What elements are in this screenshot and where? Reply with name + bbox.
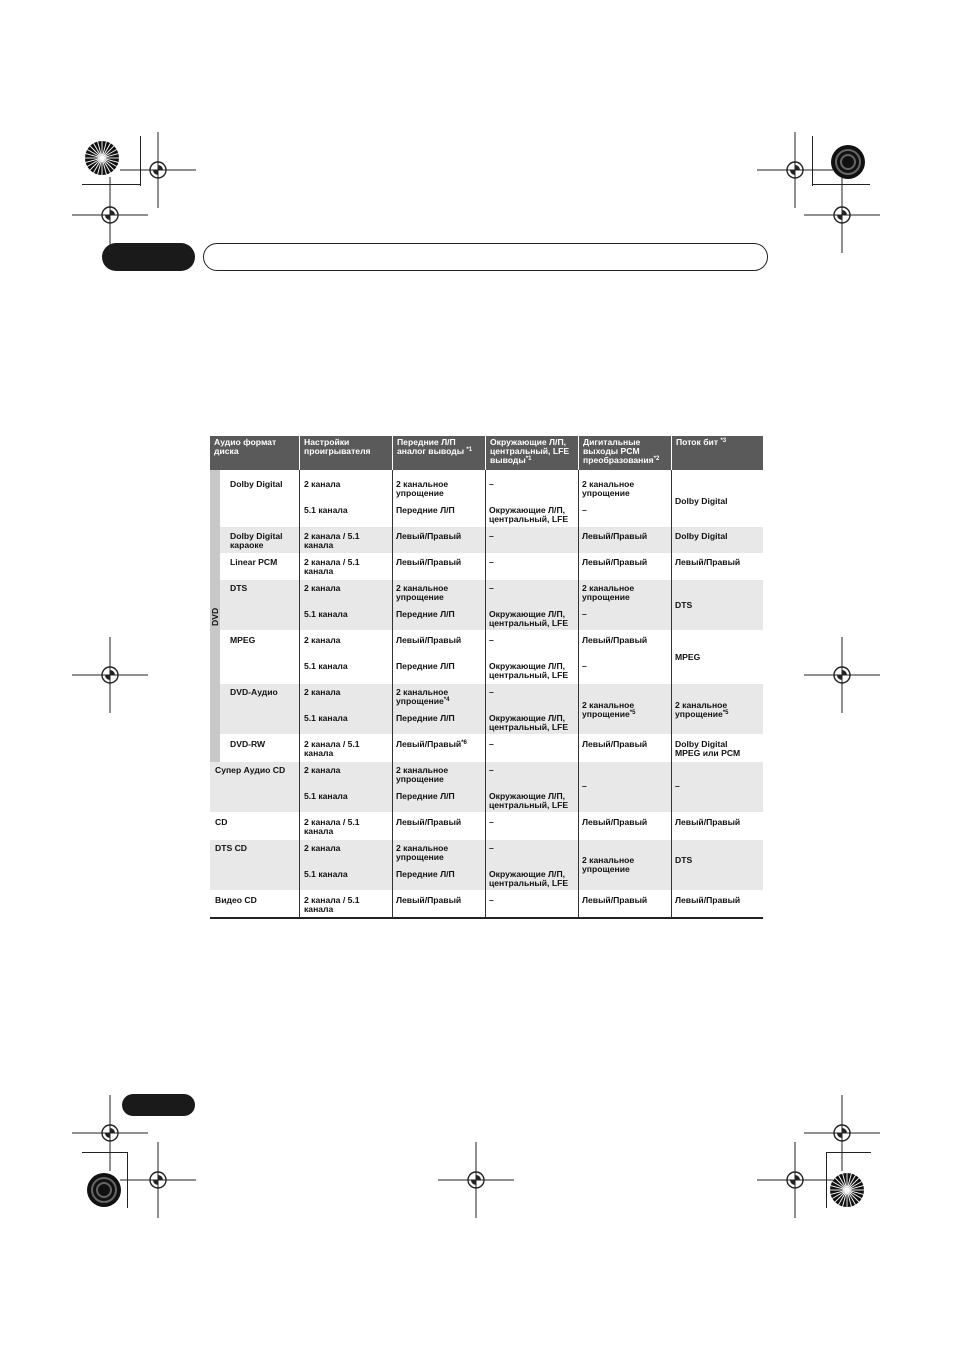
cell: 2 канальное упрощение$^{*5}$ xyxy=(675,700,729,719)
table-row-super-audio-cd: Супер Аудио CD xyxy=(215,765,286,775)
cell: 5.1 канала xyxy=(304,713,348,723)
cell: – xyxy=(489,635,494,645)
table-row-dolby-digital: Dolby Digital xyxy=(230,479,283,489)
table-row-video-cd: Видео CD xyxy=(215,895,257,905)
crosshair-target-icon xyxy=(755,1140,835,1220)
table-row-dvd-audio: DVD-Аудио xyxy=(230,687,278,697)
cell: Передние Л/П xyxy=(396,791,455,801)
cell: Левый/Правый xyxy=(582,635,648,645)
cell: – xyxy=(489,687,494,697)
cell: Dolby Digital MPEG или PCM xyxy=(675,739,741,758)
cell: Dolby Digital xyxy=(675,531,728,541)
cell: DTS xyxy=(675,855,693,865)
audio-format-table xyxy=(210,436,763,919)
table-row-dvd-rw: DVD-RW xyxy=(230,739,266,749)
header-player-settings: Настройки проигрывателя xyxy=(304,437,371,456)
cell: 2 канальное упрощение xyxy=(396,583,449,602)
cell: 2 канальное упрощение xyxy=(396,843,449,862)
cell: Левый/Правый xyxy=(396,557,462,567)
cell: 2 канальное упрощение xyxy=(582,583,635,602)
cell: 2 канала / 5.1 канала xyxy=(304,817,360,836)
cell: 2 канальное упрощение$^{*4}$ xyxy=(396,687,450,706)
cell: Левый/Правый xyxy=(396,895,462,905)
cell: – xyxy=(489,583,494,593)
cell: – xyxy=(582,661,587,671)
cell: Левый/Правый xyxy=(582,817,648,827)
cell: 2 канальное упрощение xyxy=(582,855,635,874)
cell: Передние Л/П xyxy=(396,505,455,515)
cell: Левый/Правый xyxy=(396,635,462,645)
starburst-top-left-icon xyxy=(84,140,120,176)
cell: – xyxy=(489,765,494,775)
crosshair-target-icon xyxy=(70,175,150,255)
crosshair-target-icon xyxy=(436,1140,516,1220)
cell: – xyxy=(489,739,494,749)
cell: – xyxy=(582,505,587,515)
cell: 2 канала / 5.1 канала xyxy=(304,739,360,758)
cell: – xyxy=(489,557,494,567)
dvd-group-label: DVD xyxy=(210,607,220,626)
cell: MPEG xyxy=(675,652,701,662)
cell: – xyxy=(675,781,680,791)
cell: 2 канальное упрощение xyxy=(396,765,449,784)
cell: 5.1 канала xyxy=(304,869,348,879)
crosshair-target-icon xyxy=(802,635,882,715)
cell: Левый/Правый xyxy=(396,817,462,827)
cell: 5.1 канала xyxy=(304,609,348,619)
cell: – xyxy=(582,609,587,619)
cell: Окружающие Л/П, центральный, LFE xyxy=(489,661,569,680)
crosshair-target-icon xyxy=(70,635,150,715)
table-row-mpeg: MPEG xyxy=(230,635,256,645)
table-row-linear-pcm: Linear PCM xyxy=(230,557,278,567)
table-row-dolby-digital-karaoke: Dolby Digital караоке xyxy=(230,531,283,550)
cell: 2 канала xyxy=(304,635,341,645)
cell: 2 канальное упрощение xyxy=(396,479,449,498)
cell: Левый/Правый xyxy=(675,557,741,567)
header-surround-outputs: Окружающие Л/П, центральный, LFE выводы$^{*1}$ xyxy=(490,437,570,465)
cell: 2 канала xyxy=(304,765,341,775)
cell: Передние Л/П xyxy=(396,661,455,671)
cell: Окружающие Л/П, центральный, LFE xyxy=(489,713,569,732)
cell: Левый/Правый xyxy=(582,557,648,567)
cell: Dolby Digital xyxy=(675,496,728,506)
cell: 2 канала xyxy=(304,583,341,593)
cell: Окружающие Л/П, центральный, LFE xyxy=(489,869,569,888)
cell: – xyxy=(489,895,494,905)
cell: 2 канальное упрощение xyxy=(582,479,635,498)
cell: Окружающие Л/П, центральный, LFE xyxy=(489,505,569,524)
cell: – xyxy=(582,781,587,791)
cell: 2 канала xyxy=(304,479,341,489)
cell: 2 канала xyxy=(304,687,341,697)
table-row-dts: DTS xyxy=(230,583,248,593)
table-row-dts-cd: DTS CD xyxy=(215,843,247,853)
cell: DTS xyxy=(675,600,693,610)
cell: 5.1 канала xyxy=(304,505,348,515)
cell: Левый/Правый xyxy=(675,817,741,827)
cell: Левый/Правый xyxy=(582,895,648,905)
cell: 5.1 канала xyxy=(304,661,348,671)
cell: – xyxy=(489,479,494,489)
cell: Окружающие Л/П, центральный, LFE xyxy=(489,609,569,628)
cell: Передние Л/П xyxy=(396,869,455,879)
cell: 2 канальное упрощение$^{*5}$ xyxy=(582,700,636,719)
crosshair-target-icon xyxy=(118,1140,198,1220)
starburst-bottom-left-icon xyxy=(86,1172,122,1208)
cell: Передние Л/П xyxy=(396,609,455,619)
cell: Левый/Правый xyxy=(582,739,648,749)
cell: Левый/Правый xyxy=(396,531,462,541)
cell: – xyxy=(489,531,494,541)
header-disc-format: Аудио формат диска xyxy=(214,437,277,456)
crosshair-target-icon xyxy=(802,175,882,255)
cell: Окружающие Л/П, центральный, LFE xyxy=(489,791,569,810)
cell: 2 канала xyxy=(304,843,341,853)
cell: 5.1 канала xyxy=(304,791,348,801)
cell: 2 канала / 5.1 канала xyxy=(304,531,360,550)
cell: Левый/Правый$^{*6}$ xyxy=(396,739,467,749)
cell: Левый/Правый xyxy=(582,531,648,541)
header-bitstream: Поток бит $^{*3}$ xyxy=(676,437,727,447)
cell: – xyxy=(489,843,494,853)
cell: 2 канала / 5.1 канала xyxy=(304,557,360,576)
cell: – xyxy=(489,817,494,827)
chapter-title-bar xyxy=(203,243,768,271)
cell: Левый/Правый xyxy=(675,895,741,905)
cell: Передние Л/П xyxy=(396,713,455,723)
table-row-cd: CD xyxy=(215,817,228,827)
header-front-analog: Передние Л/П аналог выводы $^{*1}$ xyxy=(397,437,473,456)
header-pcm-digital: Дигитальные выходы PCM преобразования$^{*2}$ xyxy=(583,437,660,465)
cell: 2 канала / 5.1 канала xyxy=(304,895,360,914)
